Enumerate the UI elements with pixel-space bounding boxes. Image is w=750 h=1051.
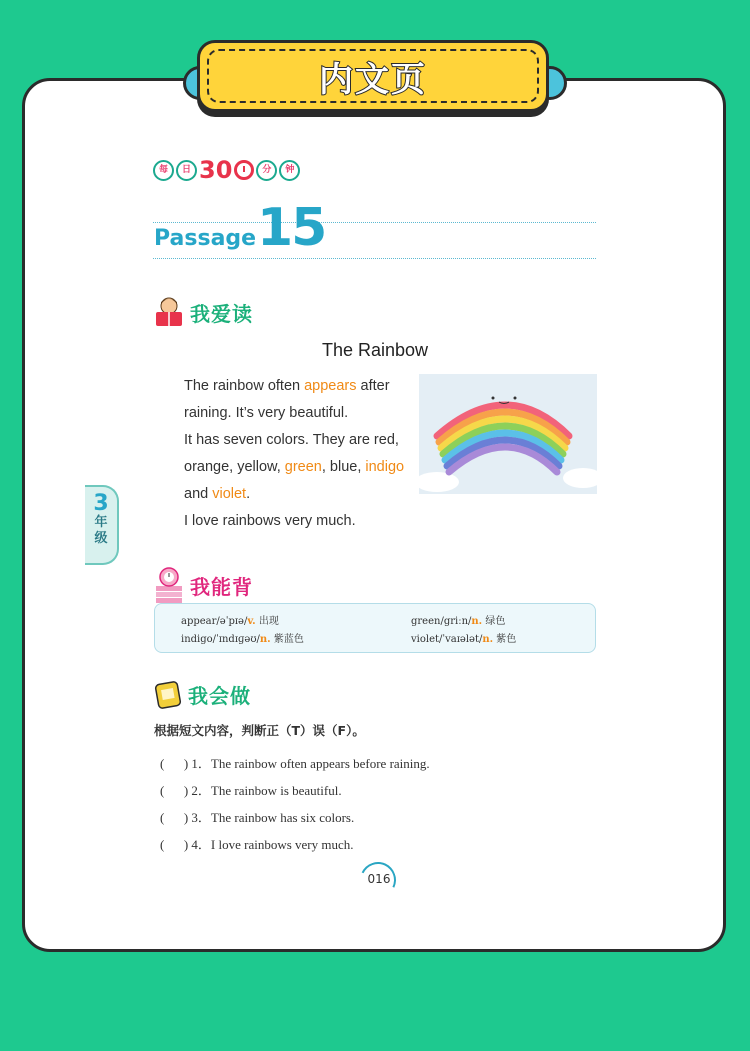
exercise-question: ( ) 1．The rainbow often appears before raining.: [160, 756, 430, 771]
section-practice-header: [154, 680, 251, 709]
grade-number: 3: [93, 491, 109, 516]
section-read-title: 我爱读: [190, 301, 253, 326]
logo-char: 每: [153, 160, 174, 181]
exercise-question: ( ) 3．The rainbow has six colors.: [160, 810, 355, 825]
story-text: [154, 373, 412, 535]
logo-char: 钟: [279, 160, 300, 181]
daily-30-minutes-logo: [153, 158, 300, 182]
reading-boy-icon: [154, 296, 184, 328]
grade-char: 级: [94, 531, 108, 546]
vocab-box: [154, 603, 596, 653]
vocab-item: appear/əˈpɪə/v. 出现: [181, 616, 279, 627]
vocab-item: indigo/ˈɪndɪɡəʊ/n. 紫蓝色: [181, 634, 304, 645]
notebook-icon: [154, 681, 182, 709]
clock-icon: [234, 160, 254, 180]
vocab-item: violet/ˈvaɪələt/n. 紫色: [411, 634, 517, 645]
divider: [153, 258, 596, 259]
story-paragraph: The rainbow often appears after raining. It’s very beautiful.: [184, 378, 390, 421]
vocab-highlight: violet: [212, 486, 247, 502]
section-practice-title: 我会做: [188, 684, 251, 708]
passage-label: Passage: [154, 226, 257, 251]
exercise-question: ( ) 2．The rainbow is beautiful.: [160, 783, 342, 798]
logo-number: 30: [199, 156, 233, 184]
rainbow-icon: [419, 374, 597, 494]
vocab-highlight: indigo: [365, 459, 405, 475]
vocab-highlight: green: [284, 459, 322, 475]
grade-tab: [85, 485, 119, 565]
vocab-item: green/griːn/n. 绿色: [411, 616, 506, 627]
section-read-header: [154, 296, 253, 328]
rainbow-illustration: [419, 374, 597, 494]
section-recite-header: [154, 566, 253, 604]
passage-number: 15: [257, 198, 326, 258]
vocab-highlight: appears: [304, 378, 357, 394]
banner-title: 内文页: [319, 59, 427, 100]
top-banner: [183, 40, 567, 120]
story-paragraph: It has seven colors. They are red, orange, yellow, green, blue, indigo and violet.: [184, 432, 405, 502]
story-title: The Rainbow: [321, 340, 429, 360]
exercise-instruction: 根据短文内容，判断正（T）误（F）。: [154, 723, 365, 738]
logo-char: 分: [256, 160, 277, 181]
divider: [153, 222, 596, 223]
banner-plate: [197, 40, 549, 112]
logo-char: 日: [176, 160, 197, 181]
banner-inner: [207, 49, 539, 103]
alarm-clock-icon: [154, 566, 184, 604]
story-paragraph: I love rainbows very much.: [184, 513, 356, 529]
section-recite-title: 我能背: [190, 574, 253, 599]
exercise-question: ( ) 4．I love rainbows very much.: [160, 837, 354, 852]
page-number: 016: [367, 872, 391, 886]
grade-char: 年: [94, 515, 108, 530]
